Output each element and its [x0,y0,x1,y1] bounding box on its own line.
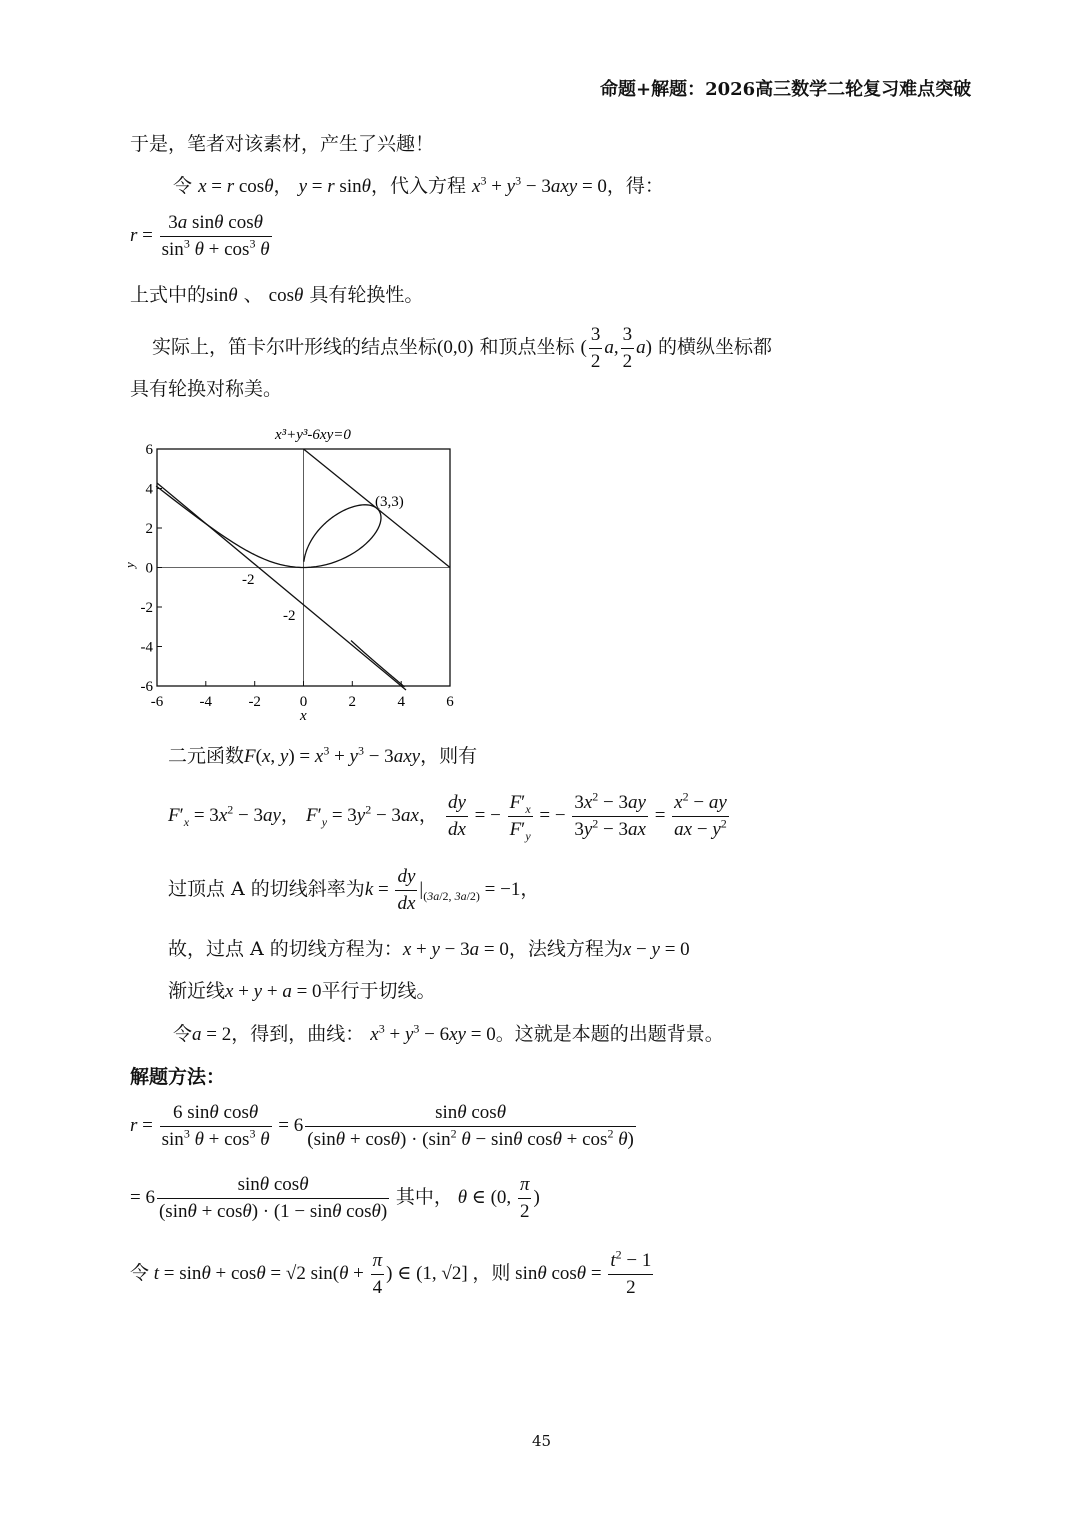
x-tick-marks [157,681,450,686]
y-tick-label: 4 [145,481,153,498]
polar-formula: r = $\frac{\text{3a sinθ cosθ}}{\sin^3 \theta + \cos^3 \theta}$ [130,212,270,260]
x-tick-label: -2 [248,694,261,710]
substitution-t-line: 令 t = sinθ + cosθ = √2 sin(θ + $\frac{\pi}{4}$ ) ∈ (1, √2] ，则 sinθ cosθ = $\frac{t^2 - 1}{2}$ [130,1247,652,1298]
y-tick-label: 6 [145,442,153,458]
x-intercept-label: -2 [242,572,255,588]
solution-heading: 解题方法： [130,1066,226,1088]
partial-derivatives-line: $F'_x = 3x^2 - 3ay$， $F'_y = 3y^2 - 3ax$， $\frac{dy}{dx}$ = − $\frac{F'_x}{F'_y}$ = − $\frac{3x^2 - 3ay}{3y^2 - 3ax}$ = $\frac{x^2 - ay}{ax - y^2}$ [168,789,727,843]
x-tick-label: 4 [397,694,405,710]
asymptote-line-text: 渐近线x + y + a = 0平行于切线。 [168,980,436,1002]
y-tick-label: -4 [140,639,153,656]
substitution-line: 令 x = r cosθ， y = r sinθ，代入方程 $x^3 + y^3 - 3axy = 0$，得： [173,173,664,197]
asymptote-line [157,483,406,690]
x-tick-label: -4 [199,694,213,710]
solution-formula-2: = 6 $\frac{\text{sinθ cosθ}}{\text{(sinθ + cosθ) · (1 − sinθ cosθ)}}$ 其中， θ ∈ (0, $\frac{\pi}{2}$ ) [130,1174,540,1222]
vertex-label: (3,3) [375,494,404,510]
x-axis-label: x [300,708,307,724]
y-tick-label: 0 [145,560,153,577]
folium-figure [120,420,465,725]
figure-title: x³+y³-6xy=0 [275,427,351,443]
y-tick-label: -6 [140,679,153,695]
y-intercept-label: -2 [283,608,296,624]
symmetry-line: 上式中的sinθ 、 cosθ 具有轮换性。 [130,284,424,306]
x-tick-label: -6 [150,694,164,710]
page-header: 命题+解题：2026高三数学二轮复习难点突破 [600,79,972,100]
tangent-equation-line: 故，过点 A 的切线方程为：x + y − 3a = 0，法线方程为x − y = 0 [168,938,690,960]
y-tick-label: -2 [140,600,153,616]
page-number: 45 [532,1432,552,1450]
x-tick-label: 2 [348,694,357,710]
intro-line: 于是，笔者对该素材，产生了兴趣！ [130,133,435,155]
slope-line: 过顶点 A 的切线斜率为k = $\frac{dy}{dx}$ $|_{(3a/2, 3a/2)} = -1$， [168,866,540,914]
vertex-line-2: 具有轮换对称美。 [130,378,283,400]
y-axis-label: y [122,562,137,568]
x-tick-label: 6 [446,694,454,710]
vertex-line: 实际上，笛卡尔叶形线的结点坐标(0,0) 和顶点坐标 ( $\frac{3}{2}$ a, $\frac{3}{2}$ a) 的横纵坐标都 [152,324,772,372]
function-def-line: 二元函数F(x, $y) = x^3 + y^3 - 3axy$，则有 [168,743,478,767]
folium-curve [156,486,404,687]
background-line: 令a = 2，得到，曲线： $x^3 + y^3 - 6xy = 0$。这就是本题的出题背景。 [173,1021,724,1045]
x-tick-label: 0 [299,694,308,710]
solution-formula-1: r = $\frac{\text{6 sinθ cosθ}}{\sin^3 \theta + \cos^3 \theta}$ = 6 $\frac{\text{sinθ cosθ}}{(\sin\theta + \cos\theta) \cdot (\sin^2 \theta - \sin\theta \cos\theta + \cos^2 \theta)}$ [130,1102,634,1150]
y-tick-label: 2 [145,521,153,537]
